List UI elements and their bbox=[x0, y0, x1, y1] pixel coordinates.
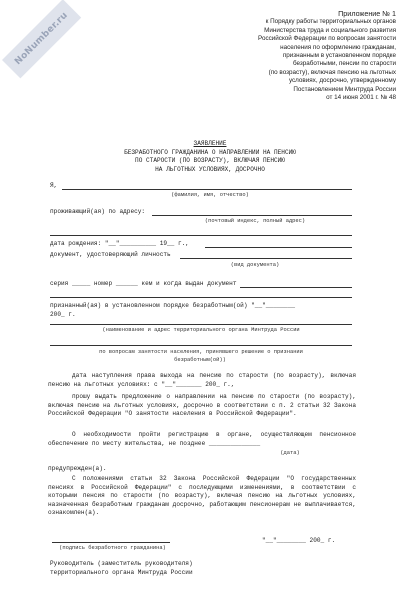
appendix-line: к Порядку работы территориальных органов bbox=[265, 18, 396, 26]
label-recognized: признанный(ая) в установленном порядке безработным(ой) "__"________ bbox=[50, 302, 296, 309]
watermark: NoNumber.ru bbox=[2, 0, 81, 78]
appendix-block bbox=[176, 10, 396, 102]
document-caption: (вид документа) bbox=[230, 262, 280, 268]
fio-line[interactable] bbox=[62, 189, 352, 190]
label-year: 200_ г. bbox=[50, 311, 76, 318]
head-line-1: Руководитель (заместитель руководителя) bbox=[50, 560, 193, 567]
birth-line[interactable] bbox=[205, 247, 352, 248]
paragraph-retirement-date: дата наступления права выхода на пенсию по старости (по возрасту), включая пенсию на льготных условиях: с "__"_______ 200_ г., bbox=[48, 372, 356, 388]
title-line: ПО СТАРОСТИ (ПО ВОЗРАСТУ), ВКЛЮЧАЯ ПЕНСИЮ bbox=[135, 157, 285, 165]
paragraph-request: прошу выдать предложение о направлении на пенсию по старости (по возрасту), включая пенсию на льготных условиях, досрочно в соответствии с п. 2 статьи 32 Закона Российской Федерации "О занятости населения в Российской Федерации". bbox=[48, 393, 356, 417]
org-line-2[interactable] bbox=[50, 345, 352, 346]
address-line-2[interactable] bbox=[50, 235, 352, 236]
label-ya: Я, bbox=[50, 182, 58, 189]
footer-date: "__"________ 200_ г. bbox=[262, 537, 336, 544]
appendix-line: условиях, досрочно, утвержденному bbox=[288, 77, 396, 85]
title-line: НА ЛЬГОТНЫХ УСЛОВИЯХ, ДОСРОЧНО bbox=[155, 165, 265, 173]
org-line[interactable] bbox=[50, 324, 352, 325]
appendix-line: населения по оформлению гражданам, bbox=[280, 43, 396, 51]
org-caption: (наименование и адрес территориального органа Минтруда России bbox=[102, 327, 300, 333]
appendix-line: от 14 июня 2001 г. № 48 bbox=[326, 94, 396, 102]
signature-line[interactable] bbox=[52, 542, 170, 543]
title-line: БЕЗРАБОТНОГО ГРАЖДАНИНА О НАПРАВЛЕНИИ НА ПЕНСИЮ bbox=[124, 148, 296, 156]
address-line[interactable] bbox=[152, 215, 352, 216]
appendix-line: (по возрасту), включая пенсию на льготных bbox=[268, 68, 396, 76]
appendix-line: Постановлением Минтруда России bbox=[293, 85, 396, 93]
signature-caption: (подпись безработного гражданина) bbox=[59, 545, 166, 551]
label-warned: предупрежден(а). bbox=[48, 465, 107, 472]
appendix-line: Российской Федерации по вопросам занятости bbox=[258, 35, 396, 43]
series-line-2[interactable] bbox=[50, 297, 352, 298]
series-line[interactable] bbox=[240, 287, 352, 288]
title-line: ЗАЯВЛЕНИЕ bbox=[193, 140, 227, 147]
document-line[interactable] bbox=[180, 258, 352, 259]
label-document: документ, удостоверяющий личность bbox=[50, 251, 171, 258]
date-caption: (дата) bbox=[280, 450, 300, 456]
fio-caption: (фамилия, имя, отчество) bbox=[171, 192, 249, 198]
appendix-line: безработными, пенсии по старости bbox=[293, 60, 396, 68]
label-address: проживающий(ая) по адресу: bbox=[50, 208, 146, 215]
address-caption: (почтовый индекс, полный адрес) bbox=[204, 218, 306, 224]
paragraph-acknowledged: С положениями статьи 32 Закона Российской Федерации "О государственных пенсиях в Российской Федерации" с последующими изменениями, в соответствии с которыми пенсия по старости (по возрасту), включая пенсию на льготных условиях, назначенная безработным гражданам досрочно, работающим пенсионерам не выплачивается, ознакомлен(а). bbox=[48, 475, 356, 516]
appendix-header: Приложение № 1 bbox=[338, 9, 396, 18]
org-caption-2: по вопросам занятости населения, принявшего решение о признании bbox=[99, 349, 303, 355]
paragraph-registration: О необходимости пройти регистрацию в органе, осуществляющем пенсионное обеспечение по месту жительства, не позднее ______________ bbox=[48, 431, 356, 447]
appendix-line: Министерства труда и социального развития bbox=[264, 26, 396, 34]
appendix-line: признанным в установленном порядке bbox=[282, 52, 396, 60]
org-caption-3: безработным(ой)) bbox=[174, 357, 226, 363]
head-line-2: территориального органа Минтруда России bbox=[50, 569, 193, 576]
label-series: серия _____ номер ______ кем и когда выдан документ bbox=[50, 280, 237, 287]
document-title bbox=[60, 140, 360, 174]
label-birth: дата рождения: "__"__________ 19__ г., bbox=[50, 240, 189, 247]
